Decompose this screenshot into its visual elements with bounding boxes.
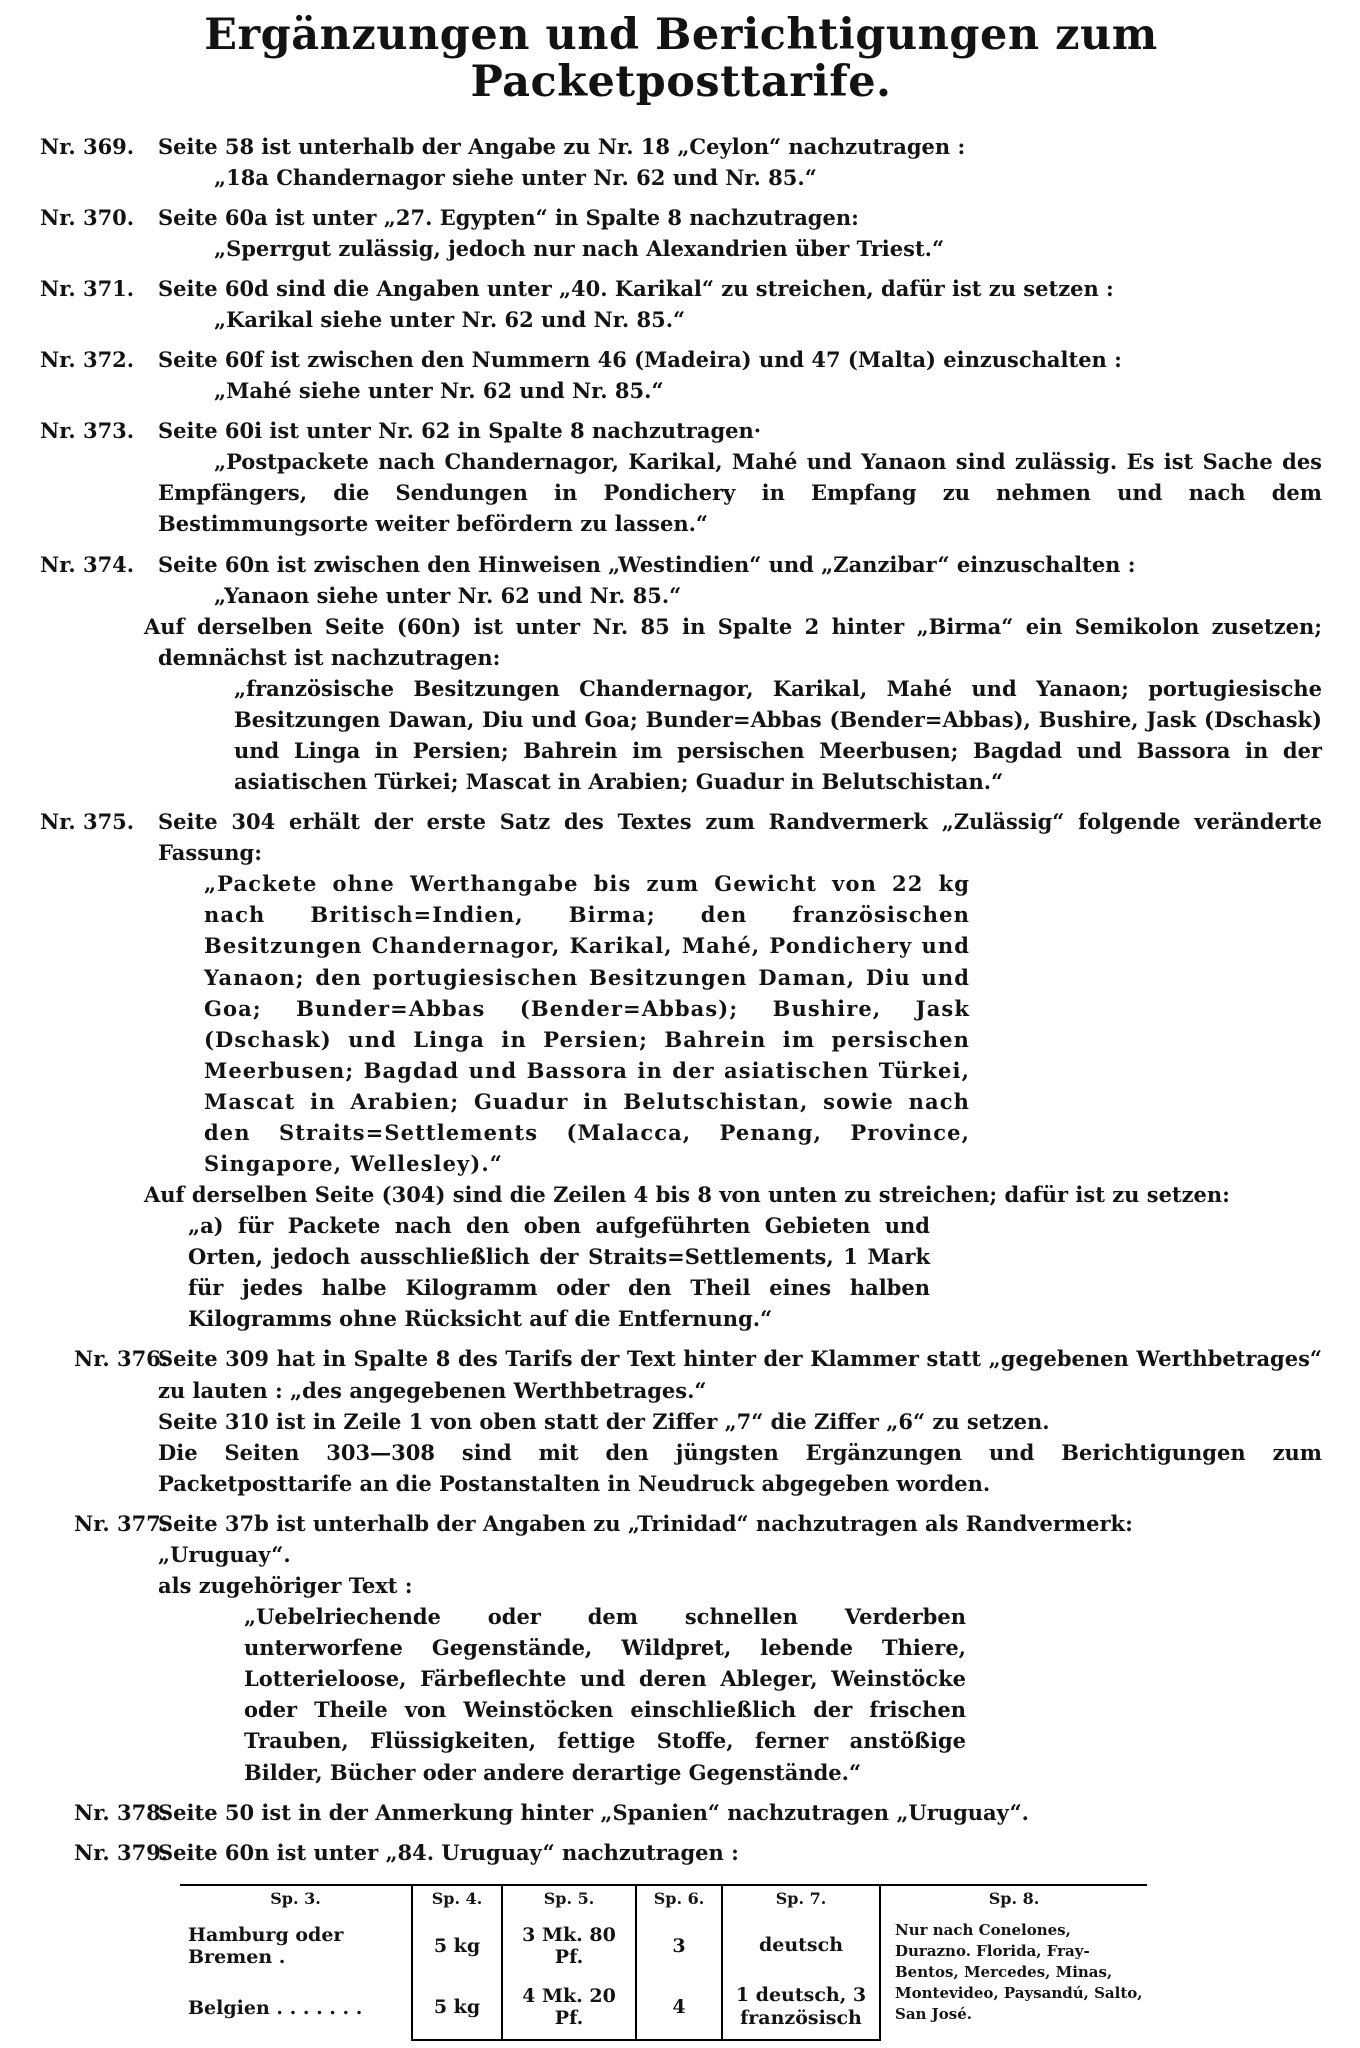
entry-number: Nr. 369. <box>40 133 135 159</box>
entry-number: Nr. 372. <box>40 347 135 373</box>
entry-374 <box>40 549 1322 798</box>
entry-number: Nr. 375. <box>40 809 135 835</box>
entry-number: Nr. 371. <box>40 275 135 301</box>
cell-rate: 3 Mk. 80 Pf. <box>502 1916 636 1976</box>
entry-main-text: Seite 60i ist unter Nr. 62 in Spalte 8 nachzutragen· <box>158 418 762 444</box>
entry-main-text: Seite 60f ist zwischen den Nummern 46 (Madeira) und 47 (Malta) einzuschalten : <box>158 347 1122 373</box>
entry-block-quote: „Uebelriechende oder dem schnellen Verderben unterworfene Gegenstände, Wildpret, lebende Thiere, Lotterieloose, Färbeflechte und deren Ableger, Weinstöcke oder Theile von Weinstöcken einschließlich der frischen Trauben, Flüssigkeiten, fettige Stoffe, ferner anstößige Bilder, Bücher oder andere derartige Gegenstände.“ <box>244 1604 966 1785</box>
cell-sp7: deutsch <box>722 1916 880 1976</box>
entry-371 <box>40 273 1322 335</box>
entry-body <box>158 131 1322 193</box>
entry-quote-text: „Mahé siehe unter Nr. 62 und Nr. 85.“ <box>214 378 664 404</box>
table-header-row <box>180 1885 1147 1916</box>
entry-paragraph-2: Seite 310 ist in Zeile 1 von oben statt der Ziffer „7“ die Ziffer „6“ zu setzen. <box>158 1408 1050 1434</box>
column-header-sp4: Sp. 4. <box>412 1885 502 1916</box>
cell-rate: 4 Mk. 20 Pf. <box>502 1976 636 2041</box>
entry-body <box>158 1343 1322 1498</box>
entry-quote-text: „Yanaon siehe unter Nr. 62 und Nr. 85.“ <box>214 582 682 608</box>
cell-sp6: 4 <box>636 1976 722 2041</box>
entry-paragraph-3: Die Seiten 303—308 sind mit den jüngsten Ergänzungen und Berichtigungen zum Packetposttarife an die Postanstalten in Neudruck abgegeben worden. <box>158 1439 1322 1496</box>
column-header-sp6: Sp. 6. <box>636 1885 722 1916</box>
entry-number: Nr. 373. <box>40 418 135 444</box>
entry-number: Nr. 378. <box>74 1799 169 1825</box>
entry-main-text: Seite 60n ist zwischen den Hinweisen „Westindien“ und „Zanzibar“ einzuschalten : <box>158 551 1136 577</box>
column-header-sp8: Sp. 8. <box>880 1885 1147 1916</box>
entry-label-text: als zugehöriger Text : <box>158 1573 413 1599</box>
entry-373 <box>40 415 1322 539</box>
entry-number: Nr. 370. <box>40 204 135 230</box>
entry-375 <box>40 806 1322 1334</box>
entry-block-quote: „französische Besitzungen Chandernagor, Karikal, Mahé und Yanaon; portugiesische Besitzungen Dawan, Diu und Goa; Bunder=Abbas (Bender=Abbas), Bushire, Jask (Dschask) und Linga in Persien; Bahrein im persischen Meerbusen; Bagdad und Bassora in der asiatischen Türkei; Mascat in Arabien; Guadur in Belutschistan.“ <box>234 675 1322 795</box>
entry-main-text: Seite 50 ist in der Anmerkung hinter „Spanien“ nachzutragen „Uruguay“. <box>158 1799 1029 1825</box>
entry-370 <box>40 202 1322 264</box>
cell-sp6: 3 <box>636 1916 722 1976</box>
page-title: Ergänzungen und Berichtigungen zum Packetposttarife. <box>204 10 1158 108</box>
entry-body <box>158 1508 1322 1788</box>
tariff-table <box>180 1884 1147 2042</box>
cell-sp7: 1 deutsch, 3 französisch <box>722 1976 880 2041</box>
entry-number: Nr. 377. <box>74 1510 169 1536</box>
entry-block-quote: „Packete ohne Werthangabe bis zum Gewicht von 22 kg nach Britisch=Indien, Birma; den französischen Besitzungen Chandernagor, Karikal, Mahé, Pondichery und Yanaon; den portugiesischen Besitzungen Daman, Diu und Goa; Bunder=Abbas (Bender=Abbas); Bushire, Jask (Dschask) und Linga in Persien; Bahrein im persischen Meerbusen; Bagdad und Bassora in der asiatischen Türkei, Mascat in Arabien; Guadur in Belutschistan, sowie nach den Straits=Settlements (Malacca, Penang, Province, Singapore, Wellesley).“ <box>204 871 970 1177</box>
entry-body <box>158 415 1322 539</box>
entry-number: Nr. 374. <box>40 551 135 577</box>
cell-sp8-note: Nur nach Conelones, Durazno. Florida, Fray-Bentos, Mercedes, Minas, Montevideo, Paysandú, Salto, San José. <box>880 1916 1147 2041</box>
entry-main-text: Seite 37b ist unterhalb der Angaben zu „Trinidad“ nachzutragen als Randvermerk: <box>158 1510 1133 1536</box>
column-header-sp5: Sp. 5. <box>502 1885 636 1916</box>
entry-number: Nr. 376. <box>74 1346 169 1372</box>
entry-main-text: Seite 58 ist unterhalb der Angabe zu Nr. 18 „Ceylon“ nachzutragen : <box>158 133 966 159</box>
entry-number: Nr. 379. <box>74 1839 169 1865</box>
entry-body <box>158 344 1322 406</box>
entry-377 <box>40 1508 1322 1788</box>
table-row <box>180 1916 1147 1976</box>
entry-main-text: Seite 60d sind die Angaben unter „40. Karikal“ zu streichen, dafür ist zu setzen : <box>158 275 1114 301</box>
entry-quote-text: „18a Chandernagor siehe unter Nr. 62 und Nr. 85.“ <box>214 164 817 190</box>
entry-378 <box>40 1797 1322 1828</box>
cell-weight: 5 kg <box>412 1916 502 1976</box>
entry-addendum-text: Auf derselben Seite (304) sind die Zeilen 4 bis 8 von unten zu streichen; dafür ist zu setzen: <box>144 1182 1230 1208</box>
entry-quote-text: „Karikal siehe unter Nr. 62 und Nr. 85.“ <box>214 306 686 332</box>
column-header-sp7: Sp. 7. <box>722 1885 880 1916</box>
cell-weight: 5 kg <box>412 1976 502 2041</box>
entry-body <box>158 273 1322 335</box>
entry-body <box>144 549 1322 798</box>
entry-372 <box>40 344 1322 406</box>
cell-destination: Belgien . . . . . . . <box>188 1996 363 2019</box>
entry-quote-paragraph: „Postpackete nach Chandernagor, Karikal, Mahé und Yanaon sind zulässig. Es ist Sache des Empfängers, die Sendungen in Pondichery in Empfang zu nehmen und nach dem Bestimmungsorte weiter befördern zu lassen.“ <box>158 449 1322 537</box>
entry-block-quote-2: „a) für Packete nach den oben aufgeführten Gebieten und Orten, jedoch ausschließlich der Straits=Settlements, 1 Mark für jedes halbe Kilogramm oder den Theil eines halben Kilogramms ohne Rücksicht auf die Entfernung.“ <box>188 1213 930 1332</box>
entry-body <box>158 1837 1322 1868</box>
entry-addendum-text: Auf derselben Seite (60n) ist unter Nr. 85 in Spalte 2 hinter „Birma“ ein Semikolon zusetzen; demnächst ist nachzutragen: <box>144 613 1322 670</box>
entry-main-text: Seite 304 erhält der erste Satz des Textes zum Randvermerk „Zulässig“ folgende veränderte Fassung: <box>158 809 1322 866</box>
entry-margin-note: „Uruguay“. <box>158 1541 291 1567</box>
entry-body <box>144 806 1322 1334</box>
entry-main-text: Seite 60n ist unter „84. Uruguay“ nachzutragen : <box>158 1839 739 1865</box>
cell-destination: Hamburg oder Bremen . <box>188 1923 344 1968</box>
entry-body <box>158 202 1322 264</box>
entry-376 <box>40 1343 1322 1498</box>
entry-369 <box>40 131 1322 193</box>
entry-main-text: Seite 60a ist unter „27. Egypten“ in Spalte 8 nachzutragen: <box>158 204 859 230</box>
entry-quote-text: „Sperrgut zulässig, jedoch nur nach Alexandrien über Triest.“ <box>214 235 945 261</box>
entry-379 <box>40 1837 1322 1868</box>
column-header-sp3: Sp. 3. <box>180 1885 412 1916</box>
entry-body <box>158 1797 1322 1828</box>
entry-main-text: Seite 309 hat in Spalte 8 des Tarifs der Text hinter der Klammer statt „gegebenen Werthbetrages“ zu lauten : „des angegebenen Werthbetrages.“ <box>158 1346 1322 1403</box>
